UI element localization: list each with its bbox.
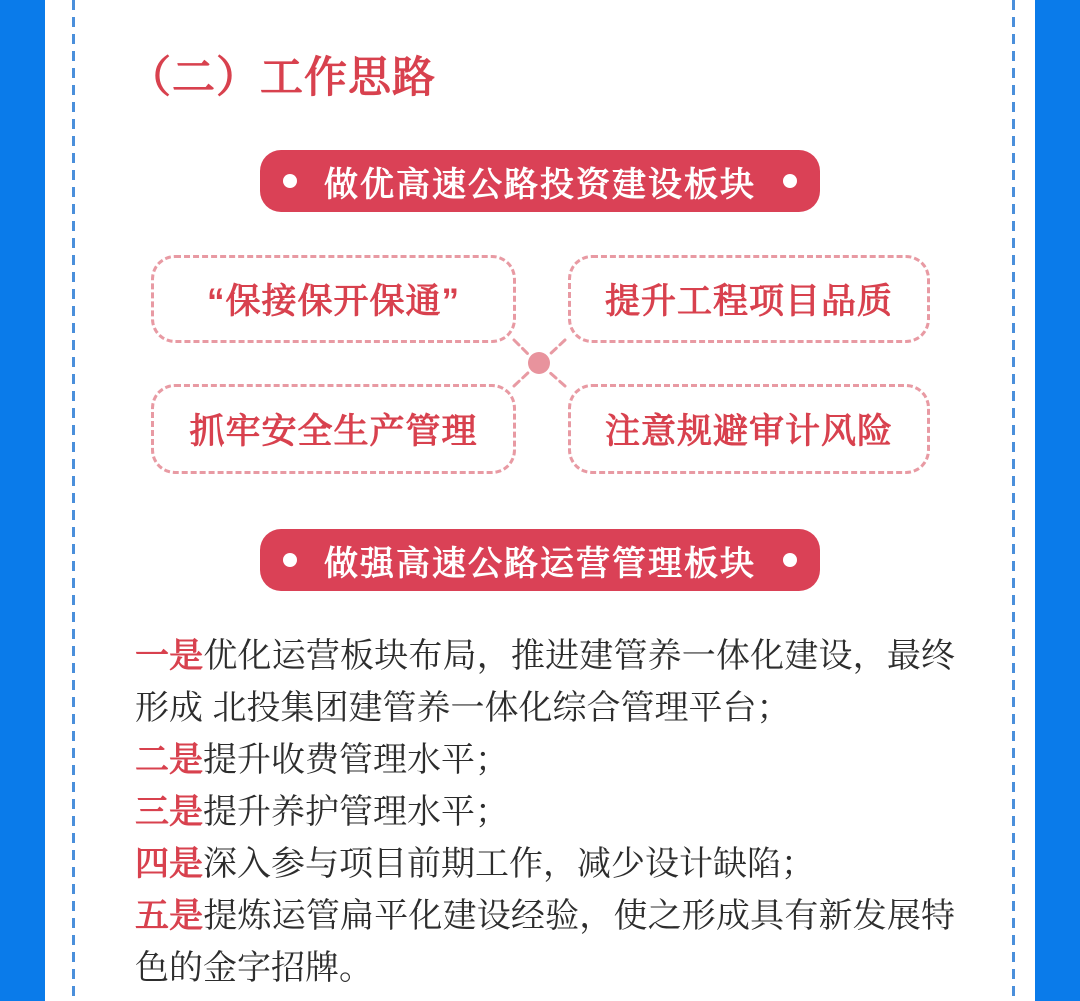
banner-label: 做优高速公路投资建设板块 — [324, 165, 756, 204]
strategy-box-project-quality — [568, 255, 930, 343]
banner-operations-management — [260, 529, 820, 591]
point-text: 深入参与项目前期工作，减少设计缺陷； — [203, 845, 815, 883]
strategy-box-baojie-baokai-baotong — [151, 255, 516, 343]
hub-connector-diagram — [495, 325, 585, 400]
strategy-box-production-safety — [151, 384, 516, 474]
strategy-box-audit-risk — [568, 384, 930, 474]
strategy-box-label: 提升工程项目品质 — [604, 282, 893, 321]
point-lead: 三是 — [135, 793, 203, 831]
point-lead: 五是 — [135, 897, 204, 935]
strategy-box-label: 抓牢安全生产管理 — [189, 412, 478, 451]
strategy-box-label: “保接保开保通” — [206, 282, 460, 321]
point-text: 提炼运管扁平化建设经验，使之形成具有新发展特色的金字招牌。 — [135, 897, 956, 987]
strategy-box-label: 注意规避审计风险 — [604, 412, 893, 451]
point-item-2 — [135, 734, 955, 786]
bullet-dot-icon — [283, 174, 297, 188]
right-border-bar — [1035, 0, 1080, 1001]
banner-investment-construction — [260, 150, 820, 212]
point-item-5 — [135, 890, 955, 994]
banner-label: 做强高速公路运营管理板块 — [324, 544, 756, 583]
point-lead: 一是 — [135, 637, 204, 675]
point-lead: 四是 — [135, 845, 203, 883]
bullet-dot-icon — [783, 553, 797, 567]
points-list — [135, 630, 955, 994]
section-title: （二）工作思路 — [128, 54, 436, 102]
right-dashed-line — [1012, 0, 1015, 1001]
bullet-dot-icon — [283, 553, 297, 567]
left-dashed-line — [72, 0, 75, 1001]
point-text: 提升养护管理水平； — [203, 793, 509, 831]
point-item-1 — [135, 630, 955, 734]
point-item-3 — [135, 786, 955, 838]
point-lead: 二是 — [135, 741, 203, 779]
bullet-dot-icon — [783, 174, 797, 188]
point-item-4 — [135, 838, 955, 890]
hub-dot-icon — [528, 352, 550, 374]
point-text: 提升收费管理水平； — [203, 741, 509, 779]
left-border-bar — [0, 0, 45, 1001]
point-text: 优化运营板块布局，推进建管养一体化建设，最终形成 北投集团建管养一体化综合管理平台； — [135, 637, 956, 727]
